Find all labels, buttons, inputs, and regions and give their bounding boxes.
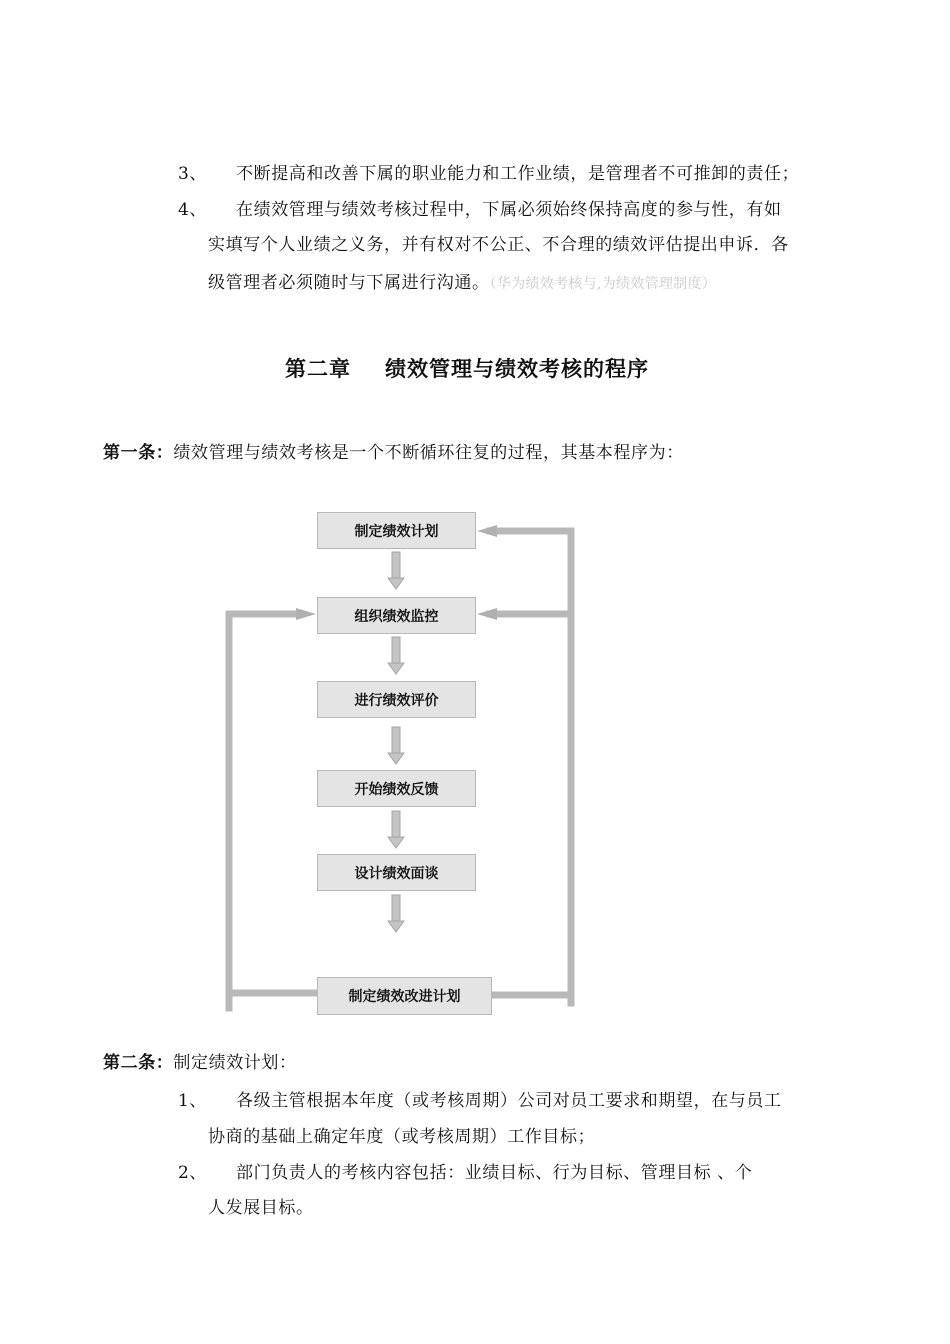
chapter-label: 第二章 — [285, 356, 351, 381]
down-arrow-icon — [388, 637, 404, 674]
item-text: 各级主管根据本年度（或考核周期）公司对员工要求和期望，在与员工 — [236, 1091, 782, 1111]
down-arrow-icon — [388, 727, 404, 764]
item-number: 1、 — [178, 1091, 208, 1111]
down-arrow-icon — [388, 811, 404, 848]
flow-step-feedback: 开始绩效反馈 — [317, 770, 476, 807]
chapter-title: 绩效管理与绩效考核的程序 — [385, 356, 649, 381]
flow-step-evaluate: 进行绩效评价 — [317, 681, 476, 718]
article-2 — [103, 1047, 297, 1080]
down-arrow-icon — [388, 895, 404, 932]
item-text-continued: 实填写个人业绩之义务，并有权对不公正、不合理的绩效评估提出申诉．各 — [208, 235, 789, 255]
arrowhead-icon — [477, 525, 497, 537]
article-text: 绩效管理与绩效考核是一个不断循环往复的过程，其基本程序为： — [173, 443, 684, 463]
item-text: 部门负责人的考核内容包括：业绩目标、行为目标、管理目标 、个 — [236, 1163, 753, 1183]
item-text-continued: 协商的基础上确定年度（或考核周期）工作目标； — [208, 1127, 596, 1147]
left-feedback-loop — [229, 614, 317, 1008]
arrowhead-icon — [296, 608, 316, 620]
right-feedback-loop — [490, 531, 571, 1003]
article-label: 第二条： — [103, 1053, 174, 1073]
flow-step-plan: 制定绩效计划 — [317, 512, 476, 549]
item-number: 2、 — [178, 1163, 208, 1183]
item-number: 3、 — [178, 164, 208, 184]
item-text-continued: 人发展目标。 — [208, 1198, 314, 1218]
item-number: 4、 — [178, 200, 208, 220]
item-text: 在绩效管理与绩效考核过程中，下属必须始终保持高度的参与性，有如 — [236, 200, 782, 220]
flow-step-improvement-plan: 制定绩效改进计划 — [317, 977, 492, 1015]
list-item — [178, 1157, 752, 1190]
down-arrow-icon — [388, 552, 404, 589]
flow-step-monitor: 组织绩效监控 — [317, 597, 476, 634]
list-item — [178, 1085, 782, 1118]
item-text: 级管理者必须随时与下属进行沟通。 — [208, 273, 490, 293]
arrowhead-icon — [477, 608, 497, 620]
article-text: 制定绩效计划： — [173, 1053, 297, 1073]
item-text: 不断提高和改善下属的职业能力和工作业绩，是管理者不可推卸的责任； — [236, 164, 800, 184]
flow-step-interview: 设计绩效面谈 — [317, 854, 476, 891]
source-note: （华为绩效考核与,为绩效管理制度） — [489, 276, 717, 292]
article-label: 第一条： — [103, 443, 174, 463]
